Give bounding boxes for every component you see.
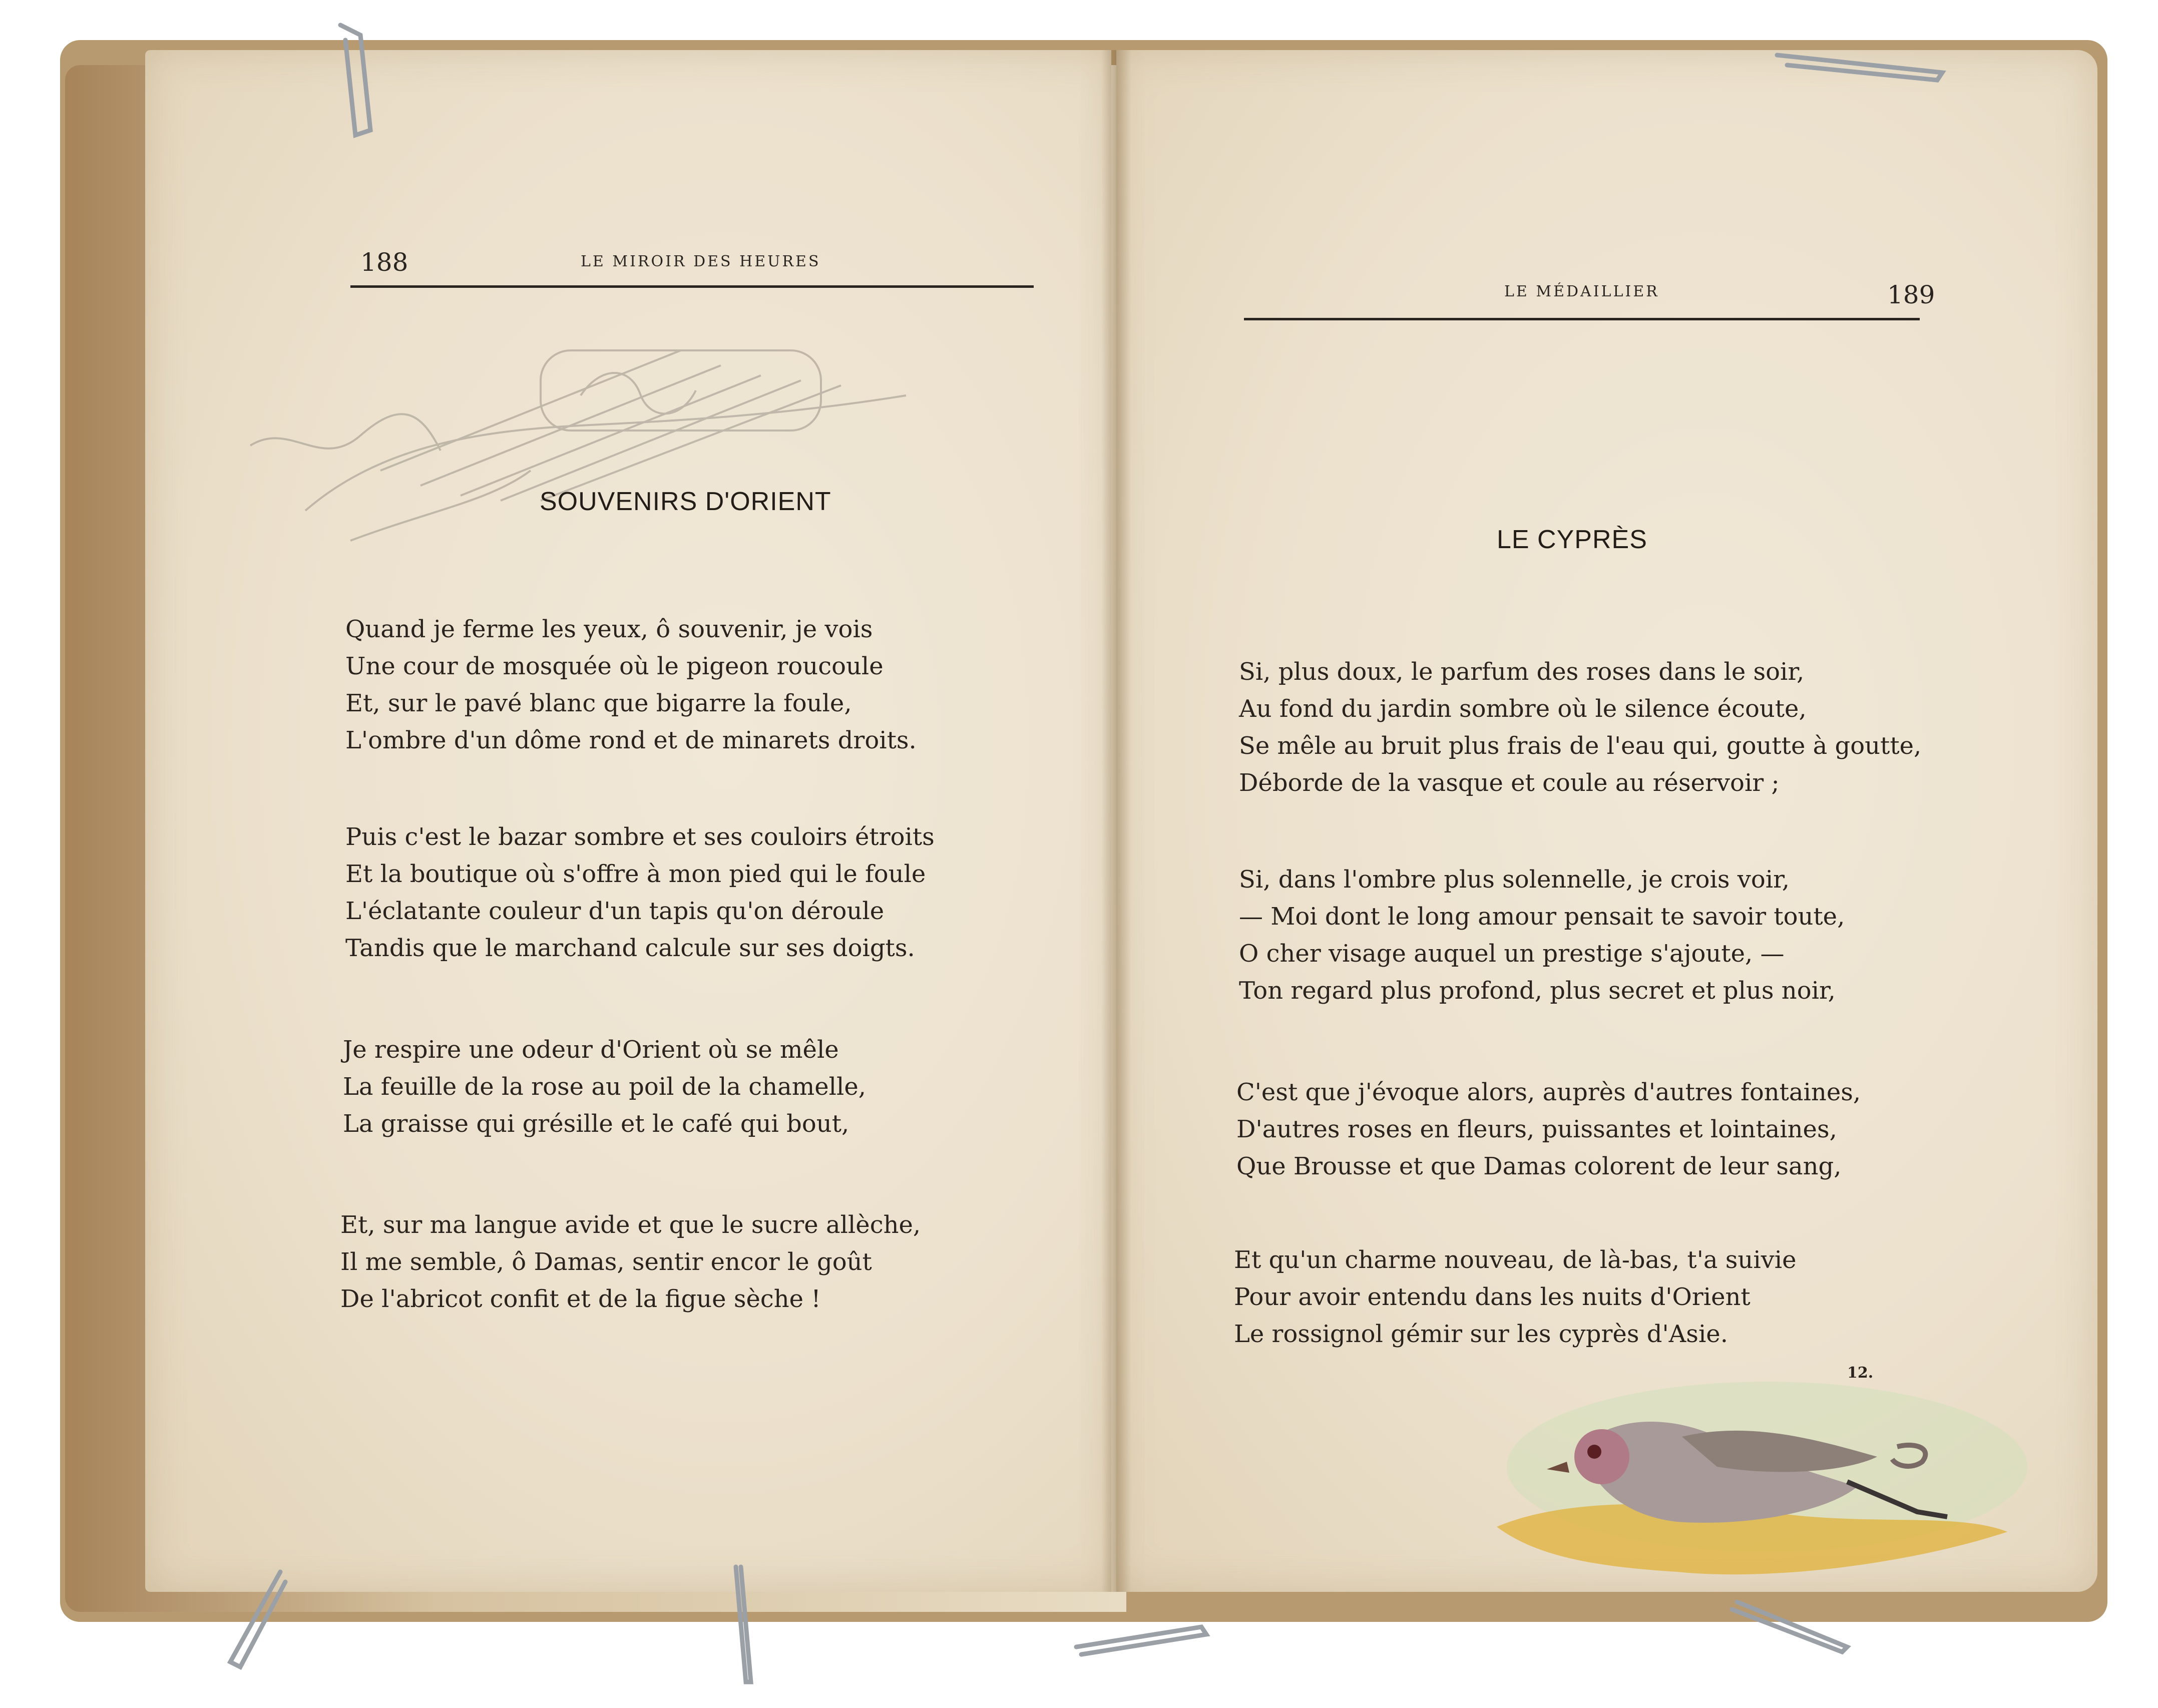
poem-line: Le rossignol gémir sur les cyprès d'Asie. xyxy=(1234,1320,1728,1348)
poem-line: Et, sur le pavé blanc que bigarre la foule, xyxy=(345,689,852,717)
poem-line: — Moi dont le long amour pensait te savoir toute, xyxy=(1239,903,1845,931)
poem-line: L'ombre d'un dôme rond et de minarets droits. xyxy=(345,726,917,754)
poem-line: Je respire une odeur d'Orient où se mêle xyxy=(343,1036,839,1064)
pencil-sketch-icon xyxy=(230,320,981,581)
paper-clip-icon xyxy=(1727,1592,1857,1657)
right-stanza-2 xyxy=(1239,861,1845,1009)
right-stanza-3 xyxy=(1236,1074,1861,1185)
poem-line: Que Brousse et que Damas colorent de leur sang, xyxy=(1236,1152,1842,1180)
book-gutter xyxy=(1101,50,1131,1592)
right-running-head: LE MÉDAILLIER xyxy=(1504,283,1659,300)
poem-line: Pour avoir entendu dans les nuits d'Orient xyxy=(1234,1283,1751,1311)
paper-clip-icon xyxy=(1071,1612,1211,1662)
poem-line: Et, sur ma langue avide et que le sucre allèche, xyxy=(340,1211,921,1239)
poem-line: De l'abricot confit et de la figue sèche ! xyxy=(340,1285,821,1313)
left-header-rule xyxy=(350,285,1034,288)
signature-mark: 12. xyxy=(1847,1364,1874,1382)
left-stanza-1 xyxy=(345,611,917,759)
poem-line: Il me semble, ô Damas, sentir encor le goût xyxy=(340,1248,872,1276)
poem-line: O cher visage auquel un prestige s'ajoute, — xyxy=(1239,940,1785,968)
right-poem-title: LE CYPRÈS xyxy=(1497,525,1647,554)
paper-clip-icon xyxy=(325,20,385,140)
right-header-rule xyxy=(1244,318,1920,320)
right-stanza-1 xyxy=(1239,653,1921,801)
poem-line: Une cour de mosquée où le pigeon roucoule xyxy=(345,652,884,680)
left-stanza-4 xyxy=(340,1206,921,1318)
right-page-number: 189 xyxy=(1887,280,1935,309)
poem-line: Si, dans l'ombre plus solennelle, je crois voir, xyxy=(1239,866,1790,894)
poem-line: D'autres roses en fleurs, puissantes et lointaines, xyxy=(1236,1115,1837,1143)
left-stanza-2 xyxy=(345,818,935,967)
poem-line: Ton regard plus profond, plus secret et plus noir, xyxy=(1239,977,1836,1005)
poem-line: Puis c'est le bazar sombre et ses couloirs étroits xyxy=(345,823,935,851)
poem-line: Au fond du jardin sombre où le silence écoute, xyxy=(1239,695,1807,723)
poem-line: La graisse qui grésille et le café qui bout, xyxy=(343,1110,849,1138)
left-poem-title: SOUVENIRS D'ORIENT xyxy=(540,487,831,516)
poem-line: Se mêle au bruit plus frais de l'eau qui, goutte à goutte, xyxy=(1239,732,1922,760)
paper-clip-icon xyxy=(721,1562,761,1692)
right-stanza-4 xyxy=(1234,1241,1797,1353)
left-running-head: LE MIROIR DES HEURES xyxy=(581,253,821,270)
poem-line: Déborde de la vasque et coule au réservoir ; xyxy=(1239,769,1780,797)
left-page-number: 188 xyxy=(360,248,408,277)
poem-line: La feuille de la rose au poil de la chamelle, xyxy=(343,1073,867,1101)
right-page xyxy=(1116,50,2097,1592)
poem-line: Si, plus doux, le parfum des roses dans le soir, xyxy=(1239,658,1805,686)
paper-clip-icon xyxy=(215,1562,295,1672)
poem-line: Tandis que le marchand calcule sur ses doigts. xyxy=(345,934,915,962)
left-stanza-3 xyxy=(343,1031,866,1142)
poem-line: L'éclatante couleur d'un tapis qu'on déroule xyxy=(345,897,885,925)
poem-line: Quand je ferme les yeux, ô souvenir, je vois xyxy=(345,615,873,643)
paper-clip-icon xyxy=(1772,40,1952,90)
poem-line: Et qu'un charme nouveau, de là-bas, t'a suivie xyxy=(1234,1246,1797,1274)
poem-line: Et la boutique où s'offre à mon pied qui le foule xyxy=(345,860,926,888)
bird-illustration-icon xyxy=(1467,1362,2042,1602)
poem-line: C'est que j'évoque alors, auprès d'autres fontaines, xyxy=(1236,1078,1861,1106)
